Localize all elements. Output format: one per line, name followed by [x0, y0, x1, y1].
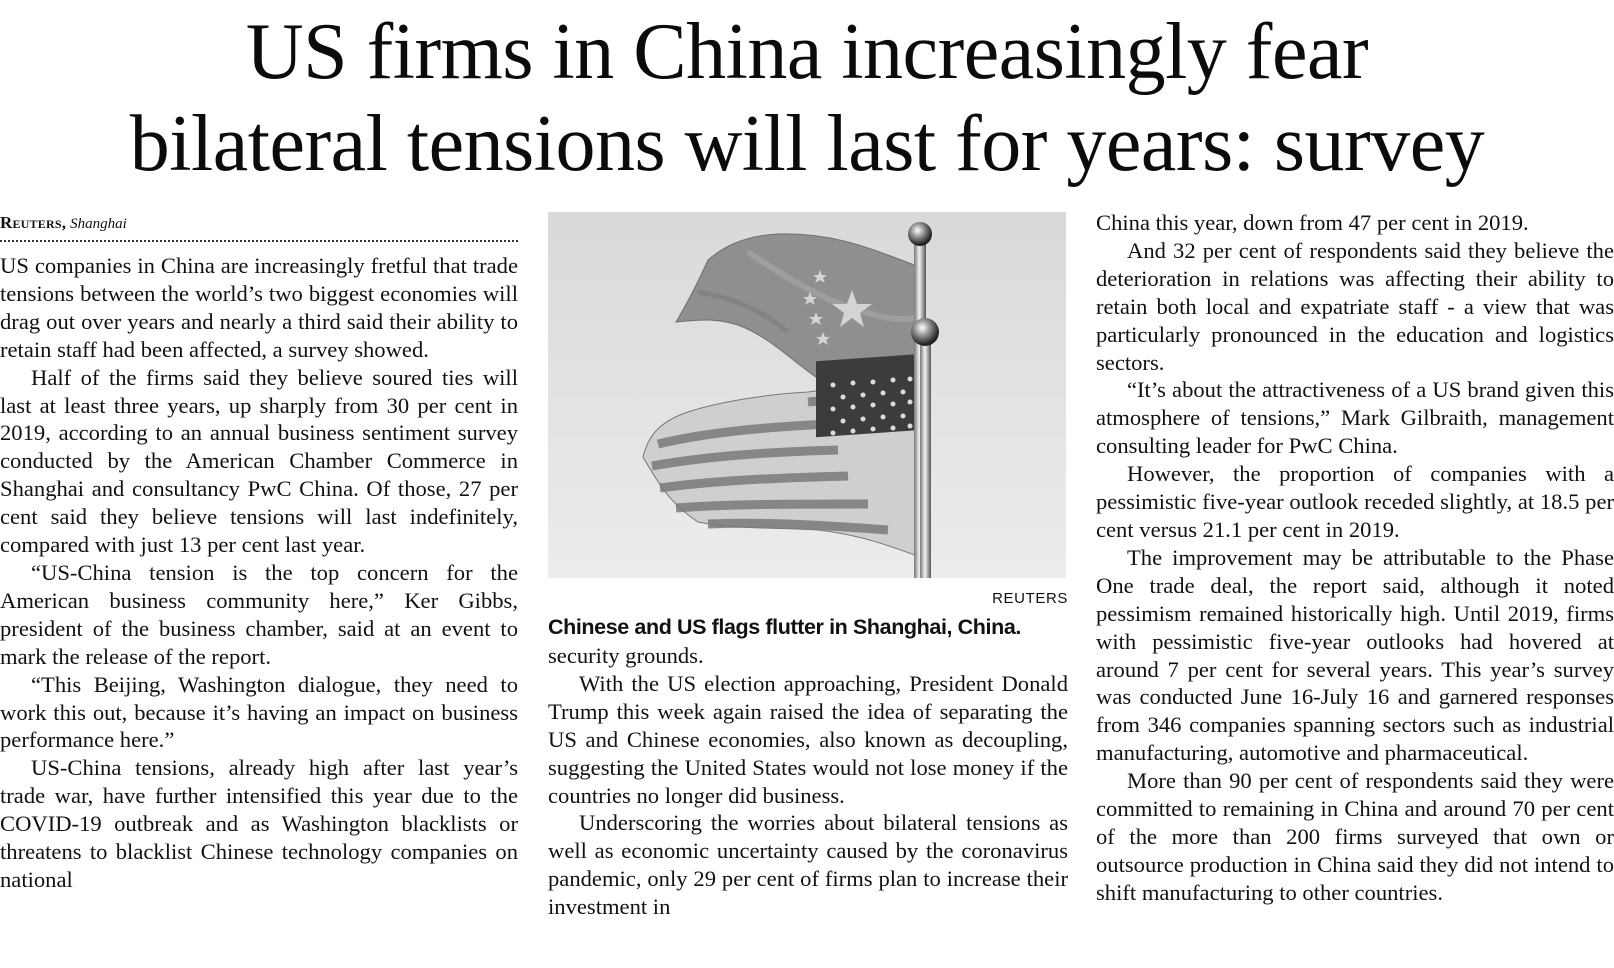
byline-place: Shanghai [70, 216, 127, 232]
paragraph: security grounds. [548, 643, 704, 668]
paragraph: US companies in China are increasingly fretful that trade tensions between the world’s two biggest economies will drag out over years and nearly a third said their ability to retain staff had been affected, a survey showed. [0, 253, 518, 362]
paragraph: However, the proportion of companies with a pessimistic five-year outlook receded slightly, at 18.5 per cent versus 21.1 per cent in 2019. [1096, 461, 1614, 542]
paragraph: Underscoring the worries about bilateral tensions as well as economic uncertainty caused by the coronavirus pandemic, only 29 per cent of firms plan to increase their investment in [548, 810, 1068, 920]
paragraph: With the US election approaching, President Donald Trump this week again raised the idea of separating the US and Chinese economies, also known as decoupling, suggesting the United States would not lose money if the countries no longer did business. [548, 670, 1068, 808]
paragraph: The improvement may be attributable to the Phase One trade deal, the report said, although it noted pessimism remained historically high. Until 2019, firms with pessimistic five-year outlooks had hovered at around 7 per cent for several years. This year’s survey was conducted June 16-July 16 and garnered responses from 346 companies spanning sectors such as industrial manufacturing, automotive and pharmaceutical. [1096, 544, 1614, 766]
paragraph: More than 90 per cent of respondents said they were committed to remaining in China and around 70 per cent of the more than 200 firms surveyed that own or outsource production in China said they did not intend to shift manufacturing to other countries. [1096, 768, 1614, 905]
flags-photo [548, 212, 1066, 578]
paragraph: “It’s about the attractiveness of a US brand given this atmosphere of tensions,” Mark Gilbraith, management consulting leader for PwC China. [1096, 377, 1614, 459]
paragraph: “US-China tension is the top concern for the American business community here,” Ker Gibbs, president of the business chamber, said at an event to mark the release of the report. [0, 559, 518, 669]
byline-divider [0, 240, 518, 242]
byline-agency: Reuters, [0, 213, 67, 232]
column-2-text [548, 642, 1068, 921]
headline-line-2: bilateral tensions will last for years: survey [129, 100, 1485, 188]
photo-caption: Chinese and US flags flutter in Shanghai, China. [548, 615, 1021, 639]
article-column-3 [1096, 209, 1614, 907]
paragraph: “This Beijing, Washington dialogue, they need to work this out, because it’s having an impact on business performance here.” [0, 671, 518, 753]
column-1-text [0, 252, 518, 894]
headline-line-1: US firms in China increasingly fear [245, 8, 1369, 96]
byline [0, 212, 518, 236]
article-column-1 [0, 212, 518, 894]
paragraph: China this year, down from 47 per cent in 2019. [1096, 210, 1529, 235]
paragraph: Half of the firms said they believe soured ties will last at least three years, up sharply from 30 per cent in 2019, according to an annual business sentiment survey conducted by the American Chamber Commerce in Shanghai and consultancy PwC China. Of those, 27 per cent said they believe tensions will last indefinitely, compared with just 13 per cent last year. [0, 364, 518, 558]
pole-finial [908, 222, 932, 246]
paragraph: And 32 per cent of respondents said they believe the deterioration in relations was affecting their ability to retain both local and expatriate staff - a view that was particularly pronounced in the education and logistics sectors. [1096, 237, 1614, 375]
photo-credit: REUTERS [992, 590, 1068, 607]
paragraph: US-China tensions, already high after last year’s trade war, have further intensified this year due to the COVID-19 outbreak and as Washington blacklists or threatens to blacklist Chinese technology companies on national [0, 755, 518, 892]
headline [0, 6, 1614, 190]
article-column-2 [548, 212, 1068, 921]
column-3-text [1096, 209, 1614, 907]
